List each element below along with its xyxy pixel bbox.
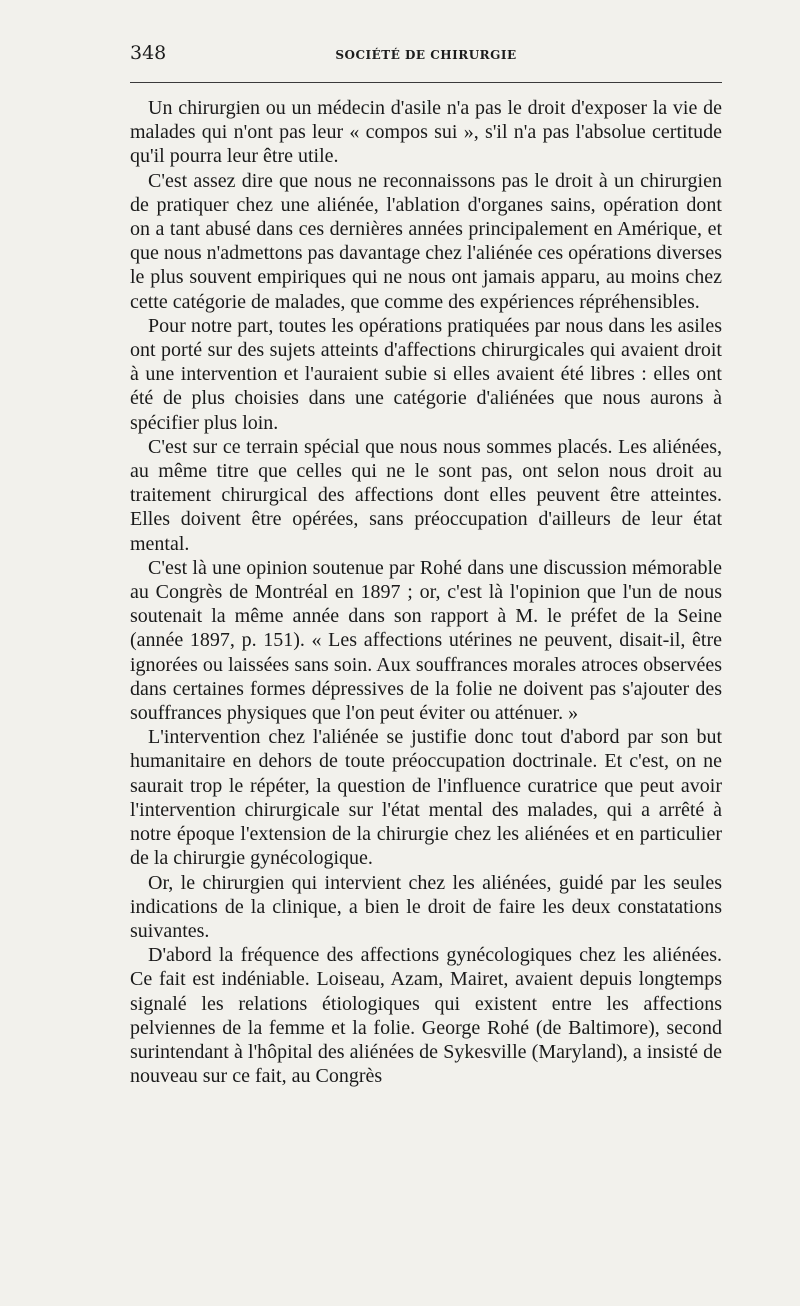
- paragraph: L'intervention chez l'aliénée se justifie donc tout d'abord par son but humanitaire en dehors de toute préoccupation doctrinale. Et c'est, on ne saurait trop le répéter, la question de l'influence curatrice que peut avoir l'intervention chirurgicale sur l'état mental des malades, qui a arrêté à notre époque l'extension de la chirurgie chez les aliénées et en particulier de la chirurgie gynécologique.: [130, 726, 722, 870]
- page-number: 348: [130, 42, 167, 64]
- paragraph: C'est assez dire que nous ne reconnaissons pas le droit à un chirurgien de pratiquer chez une aliénée, l'ablation d'organes sains, opération dont on a tant abusé dans ces dernières années principalement en Amérique, et que nous n'admettons pas davantage chez l'aliénée ces opérations diverses le plus souvent empiriques qui ne nous ont jamais apparu, au moins chez cette catégorie de malades, que comme des expériences répréhensibles.: [130, 169, 722, 313]
- paragraph: Un chirurgien ou un médecin d'asile n'a pas le droit d'exposer la vie de malades qui n'ont pas leur « compos sui », s'il n'a pas l'absolue certitude qu'il pourra leur être utile.: [130, 97, 722, 168]
- paragraph: Pour notre part, toutes les opérations pratiquées par nous dans les asiles ont porté sur des sujets atteints d'affections chirurgicales qui avaient droit à une intervention et l'auraient subie si elles avaient été libres : elles ont été de plus choisies dans une catégorie d'aliénées que nous aurons à spécifier plus loin.: [130, 314, 722, 434]
- body-text: [130, 96, 722, 1088]
- paragraph: C'est sur ce terrain spécial que nous nous sommes placés. Les aliénées, au même titre que celles qui ne le sont pas, ont selon nous droit au traitement chirurgical des affections dont elles peuvent être atteintes. Elles doivent être opérées, sans préoccupation d'ailleurs de leur état mental.: [130, 435, 722, 555]
- paragraph: D'abord la fréquence des affections gynécologiques chez les aliénées. Ce fait est indéniable. Loiseau, Azam, Mairet, avaient depuis longtemps signalé les relations étiologiques qui existent entre les affections pelviennes de la femme et la folie. George Rohé (de Baltimore), second surintendant à l'hôpital des aliénées de Sykesville (Maryland), a insisté de nouveau sur ce fait, au Congrès: [130, 944, 722, 1088]
- page-header: [130, 42, 722, 72]
- running-head: SOCIÉTÉ DE CHIRURGIE: [335, 48, 517, 62]
- header-rule: [130, 82, 722, 83]
- paragraph: C'est là une opinion soutenue par Rohé dans une discussion mémorable au Congrès de Montréal en 1897 ; or, c'est là l'opinion que l'un de nous soutenait la même année dans son rapport à M. le préfet de la Seine (année 1897, p. 151). « Les affections utérines ne peuvent, disait-il, être ignorées ou laissées sans soin. Aux souffrances morales atroces observées dans certaines formes dépressives de la folie ne doivent pas s'ajouter des souffrances physiques que l'on peut éviter ou atténuer. »: [130, 556, 722, 725]
- paragraph: Or, le chirurgien qui intervient chez les aliénées, guidé par les seules indications de la clinique, a bien le droit de faire les deux constatations suivantes.: [130, 871, 722, 942]
